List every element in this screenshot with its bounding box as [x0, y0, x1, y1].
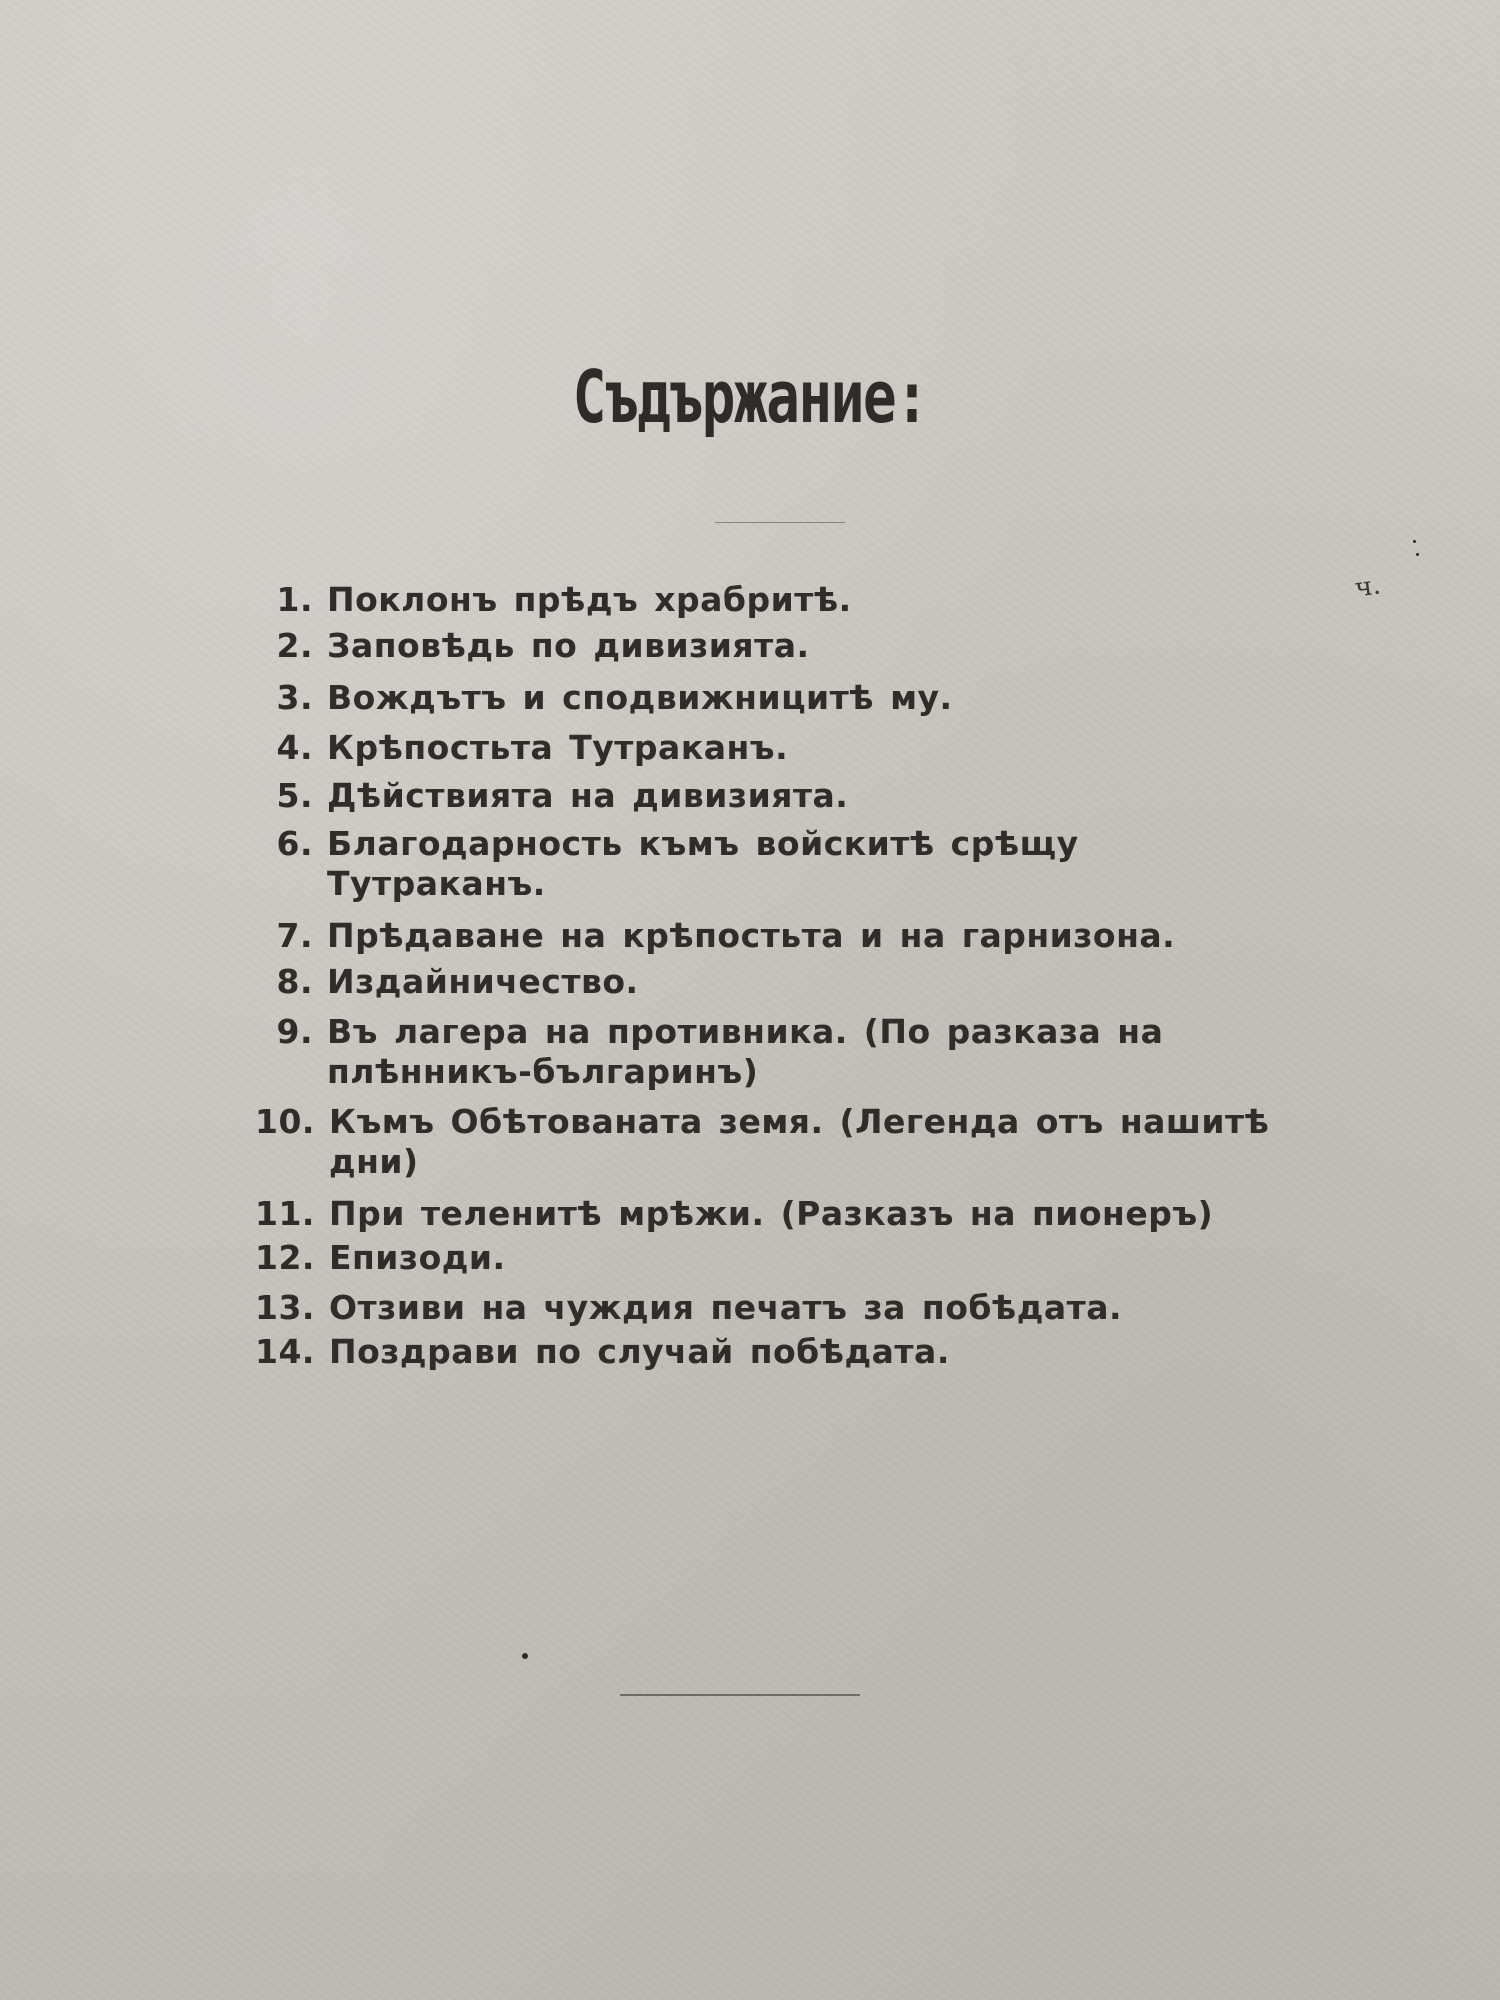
toc-entry [255, 1102, 1285, 1182]
toc-entry [255, 1288, 1285, 1328]
entry-title: Издайничество. [327, 962, 639, 1001]
closing-divider [620, 1694, 860, 1696]
toc-entry [255, 1194, 1285, 1234]
toc-entry [255, 580, 1285, 620]
entry-title: Вождътъ и сподвижницитѣ му. [327, 678, 953, 717]
entry-number: 8. [276, 962, 313, 1001]
toc-entry [255, 824, 1285, 904]
entry-title: Отзиви на чуждия печатъ за побѣдата. [328, 1288, 1123, 1327]
toc-entry [255, 1012, 1285, 1092]
ink-speck [522, 1653, 528, 1659]
entry-number: 5. [276, 776, 313, 815]
entry-number: 3. [276, 678, 313, 717]
entry-number: 6. [276, 824, 313, 863]
title-divider [715, 522, 845, 523]
table-of-contents [255, 580, 1285, 1372]
entry-number: 11. [255, 1194, 315, 1233]
toc-entry [255, 1238, 1285, 1278]
entry-title: Крѣпостьта Тутраканъ. [327, 728, 789, 767]
toc-entry [255, 776, 1285, 816]
ink-speck [1413, 540, 1416, 543]
toc-entry [255, 962, 1285, 1002]
entry-title: Поздрави по случай побѣдата. [328, 1332, 950, 1371]
entry-number: 1. [276, 580, 313, 619]
entry-title: При теленитѣ мрѣжи. (Разказъ на пионеръ) [328, 1194, 1214, 1233]
entry-title: Прѣдаване на крѣпостьта и на гарнизона. [327, 916, 1176, 955]
entry-title: Къмъ Обѣтованата земя. (Легенда отъ нашитѣ дни) [328, 1102, 1270, 1181]
entry-title: Епизоди. [328, 1238, 506, 1277]
page-title: Съдържание: [572, 355, 928, 439]
ink-speck [1416, 553, 1419, 556]
toc-entry [255, 728, 1285, 768]
entry-title: Въ лагера на противника. (По разказа на плѣнникъ-българинъ) [327, 1012, 1164, 1091]
toc-entry [255, 678, 1285, 718]
entry-title: Дѣйствията на дивизията. [327, 776, 849, 815]
toc-entry [255, 626, 1285, 666]
entry-number: 14. [255, 1332, 315, 1371]
margin-note: ч. [1353, 570, 1383, 604]
entry-title: Заповѣдь по дивизията. [327, 626, 810, 665]
toc-entry [255, 1332, 1285, 1372]
entry-number: 7. [276, 916, 313, 955]
entry-number: 9. [276, 1012, 313, 1051]
entry-number: 4. [276, 728, 313, 767]
entry-title: Благодарность къмъ войскитѣ срѣщу Тутраканъ. [327, 824, 1079, 903]
entry-number: 13. [255, 1288, 315, 1327]
entry-number: 10. [255, 1102, 315, 1141]
entry-number: 12. [255, 1238, 315, 1277]
entry-number: 2. [276, 626, 313, 665]
entry-title: Поклонъ прѣдъ храбритѣ. [327, 580, 852, 619]
toc-entry [255, 916, 1285, 956]
